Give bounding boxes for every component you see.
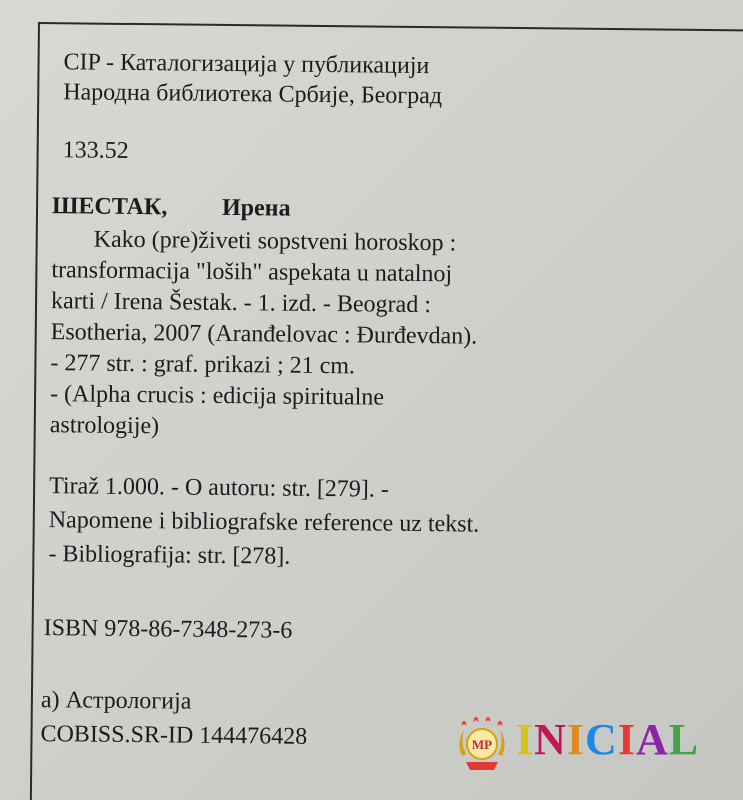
brand-letter: N: [534, 715, 567, 764]
isbn: ISBN 978-86-7348-273-6: [43, 615, 293, 644]
description-line: - 277 str. : graf. prikazi ; 21 cm.: [50, 350, 356, 380]
notes-line: - Bibliografija: str. [278].: [48, 541, 291, 570]
udc-number: 133.52: [62, 137, 129, 164]
description-line: Esotheria, 2007 (Aranđelovac : Đurđevdan).: [50, 319, 478, 350]
publisher-emblem-icon: [454, 712, 510, 774]
description-line: astrologije): [49, 412, 160, 440]
brand-letter: L: [668, 715, 700, 764]
notes-line: Tiraž 1.000. - O autoru: str. [279]. -: [49, 473, 390, 503]
description-line: Kako (pre)živeti sopstveni horoskop :: [93, 226, 457, 257]
notes-line: Napomene i bibliografske reference uz tekst.: [48, 507, 480, 538]
cobiss-id: COBISS.SR-ID 144476428: [40, 721, 308, 750]
brand-watermark: [516, 715, 700, 764]
author-name: Ирена: [221, 194, 291, 222]
brand-letter: A: [635, 715, 669, 764]
emblem-text: MP: [471, 737, 493, 752]
cip-header-line1: CIP - Каталогизација у публикацији: [63, 49, 430, 80]
brand-letter: I: [566, 715, 586, 764]
author-surname: ШЕСТАК,: [51, 193, 168, 221]
description-line: karti / Irena Šestak. - 1. izd. - Beograd :: [50, 288, 432, 319]
brand-letter: C: [585, 715, 618, 764]
brand-letter: I: [516, 715, 535, 764]
description-line: - (Alpha crucis : edicija spiritualne: [49, 381, 385, 411]
cip-record-frame: [30, 22, 743, 800]
description-line: transformacija "loših" aspekata u natalnoj: [51, 257, 453, 288]
cip-header-line2: Народна библиотека Србије, Београд: [63, 79, 443, 110]
brand-letter: I: [617, 715, 636, 764]
subject-heading: а) Астрологија: [40, 687, 192, 715]
